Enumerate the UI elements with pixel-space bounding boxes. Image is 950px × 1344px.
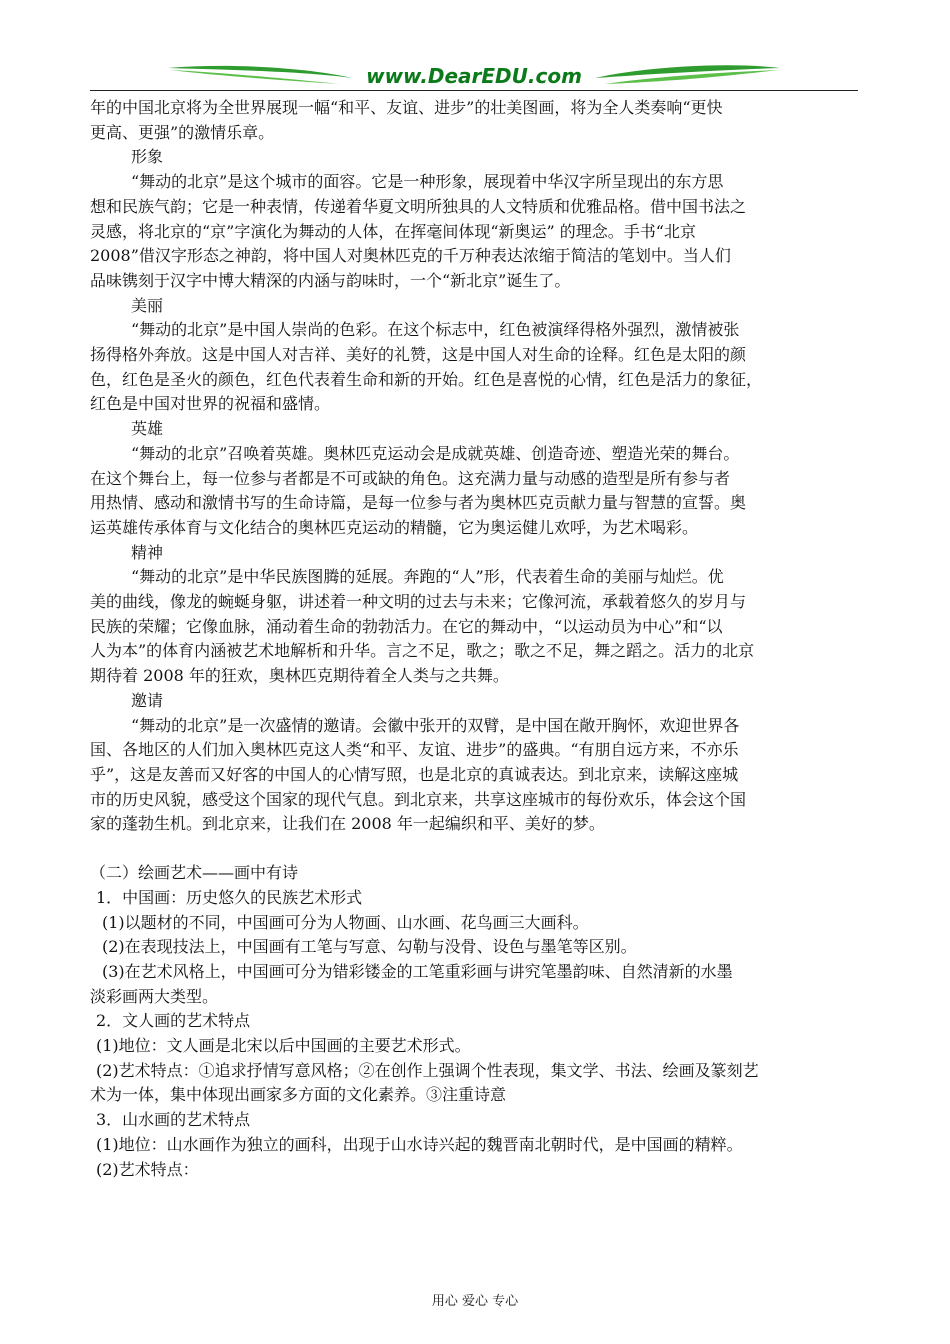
text-line: (1)以题材的不同，中国画可分为人物画、山水画、花鸟画三大画科。 [102,912,589,932]
text-line: “舞动的北京”召唤着英雄。奥林匹克运动会是成就英雄、创造奇迹、塑造光荣的舞台。 [131,443,740,463]
text-line: 形象 [131,147,164,167]
text-line: (2)艺术特点：①追求抒情写意风格；②在创作上强调个性表现，集文学、书法、绘画及篆刻艺 [96,1060,759,1080]
text-line: (3)在艺术风格上，中国画可分为错彩镂金的工笔重彩画与讲究笔墨韵味、自然清新的水墨 [102,961,733,981]
text-line: 民族的荣耀；它像血脉，涌动着生命的勃勃活力。在它的舞动中，“以运动员为中心”和“以 [90,616,723,636]
text-line: (2)在表现技法上，中国画有工笔与写意、勾勒与没骨、设色与墨笔等区别。 [102,937,637,957]
text-line: “舞动的北京”是中华民族图腾的延展。奔跑的“人”形，代表着生命的美丽与灿烂。优 [131,567,724,587]
text-line: (1)地位：山水画作为独立的画科，出现于山水诗兴起的魏晋南北朝时代，是中国画的精粹。 [96,1134,743,1154]
text-line: 2．文人画的艺术特点 [96,1011,251,1031]
text-line: 灵感，将北京的“京”字演化为舞动的人体，在挥毫间体现“新奥运” 的理念。手书“北京 [90,221,696,241]
text-line: 家的蓬勃生机。到北京来，让我们在 2008 年一起编织和平、美好的梦。 [90,814,605,834]
text-line: 市的历史风貌，感受这个国家的现代气息。到北京来，共享这座城市的每份欢乐，体会这个国 [90,789,747,809]
text-line: 扬得格外奔放。这是中国人对吉祥、美好的礼赞，这是中国人对生命的诠释。红色是太阳的颜 [90,345,747,365]
text-line: 2008”借汉字形态之神韵，将中国人对奥林匹克的千万种表达浓缩于简洁的笔划中。当人们 [90,246,731,266]
text-line: 术为一体，集中体现出画家多方面的文化素养。③注重诗意 [90,1085,507,1105]
blank-line [90,837,858,861]
text-line: 国、各地区的人们加入奥林匹克这人类“和平、友谊、进步”的盛典。“有朋自远方来，不亦乐 [90,740,739,760]
text-line: 红色是中国对世界的祝福和盛情。 [90,394,331,414]
text-line: 运英雄传承体育与文化结合的奥林匹克运动的精髓，它为奥运健儿欢呼，为艺术喝彩。 [90,517,699,537]
text-line: 想和民族气韵；它是一种表情，传递着华夏文明所独具的人文特质和优雅品格。借中国书法之 [90,196,747,216]
text-line: 品味镌刻于汉字中博大精深的内涵与韵味时，一个“新北京”诞生了。 [90,270,571,290]
text-line: 淡彩画两大类型。 [90,986,219,1006]
text-line: 期待着 2008 年的狂欢，奥林匹克期待着全人类与之共舞。 [90,666,509,686]
text-line: “舞动的北京”是这个城市的面容。它是一种形象，展现着中华汉字所呈现出的东方思 [131,172,724,192]
header-banner [90,58,858,92]
text-line: (2)艺术特点： [96,1159,199,1179]
text-line: 英雄 [131,419,164,439]
text-line: “舞动的北京”是中国人崇尚的色彩。在这个标志中，红色被演绎得格外强烈，激情被张 [131,320,740,340]
footer-text: 用心 爱心 专心 [431,1294,519,1309]
document-body [90,96,858,1182]
text-line: 乎”，这是友善而又好客的中国人的心情写照，也是北京的真诚表达。到北京来，读解这座城 [90,764,739,784]
swoosh-decoration-icon [90,58,858,92]
text-line: 精神 [131,542,164,562]
text-line: 更高、更强”的激情乐章。 [90,122,275,142]
text-line: 3．山水画的艺术特点 [96,1110,251,1130]
text-line: 用热情、感动和激情书写的生命诗篇，是每一位参与者为奥林匹克贡献力量与智慧的宣誓。奥 [90,493,747,513]
text-line: 美丽 [131,295,164,315]
header-rule [90,90,858,91]
text-line: “舞动的北京”是一次盛情的邀请。会徽中张开的双臂，是中国在敞开胸怀，欢迎世界各 [131,715,740,735]
text-line: 美的曲线，像龙的蜿蜒身躯，讲述着一种文明的过去与未来；它像河流，承载着悠久的岁月与 [90,592,747,612]
text-line: (1)地位：文人画是北宋以后中国画的主要艺术形式。 [96,1036,471,1056]
text-line: （二）绘画艺术——画中有诗 [90,863,299,883]
text-line: 在这个舞台上，每一位参与者都是不可或缺的角色。这充满力量与动感的造型是所有参与者 [90,468,731,488]
site-logo-text: www.DearEDU.com [366,64,582,88]
text-line: 年的中国北京将为全世界展现一幅“和平、友谊、进步”的壮美图画，将为全人类奏响“更快 [90,98,723,117]
text-line: 邀请 [131,690,164,710]
text-line: 1．中国画：历史悠久的民族艺术形式 [96,887,363,907]
text-line: 人为本”的体育内涵被艺术地解析和升华。言之不足，歌之；歌之不足，舞之蹈之。活力的北京 [90,641,755,661]
text-line: 色，红色是圣火的颜色，红色代表着生命和新的开始。红色是喜悦的心情，红色是活力的象征， [90,369,763,389]
